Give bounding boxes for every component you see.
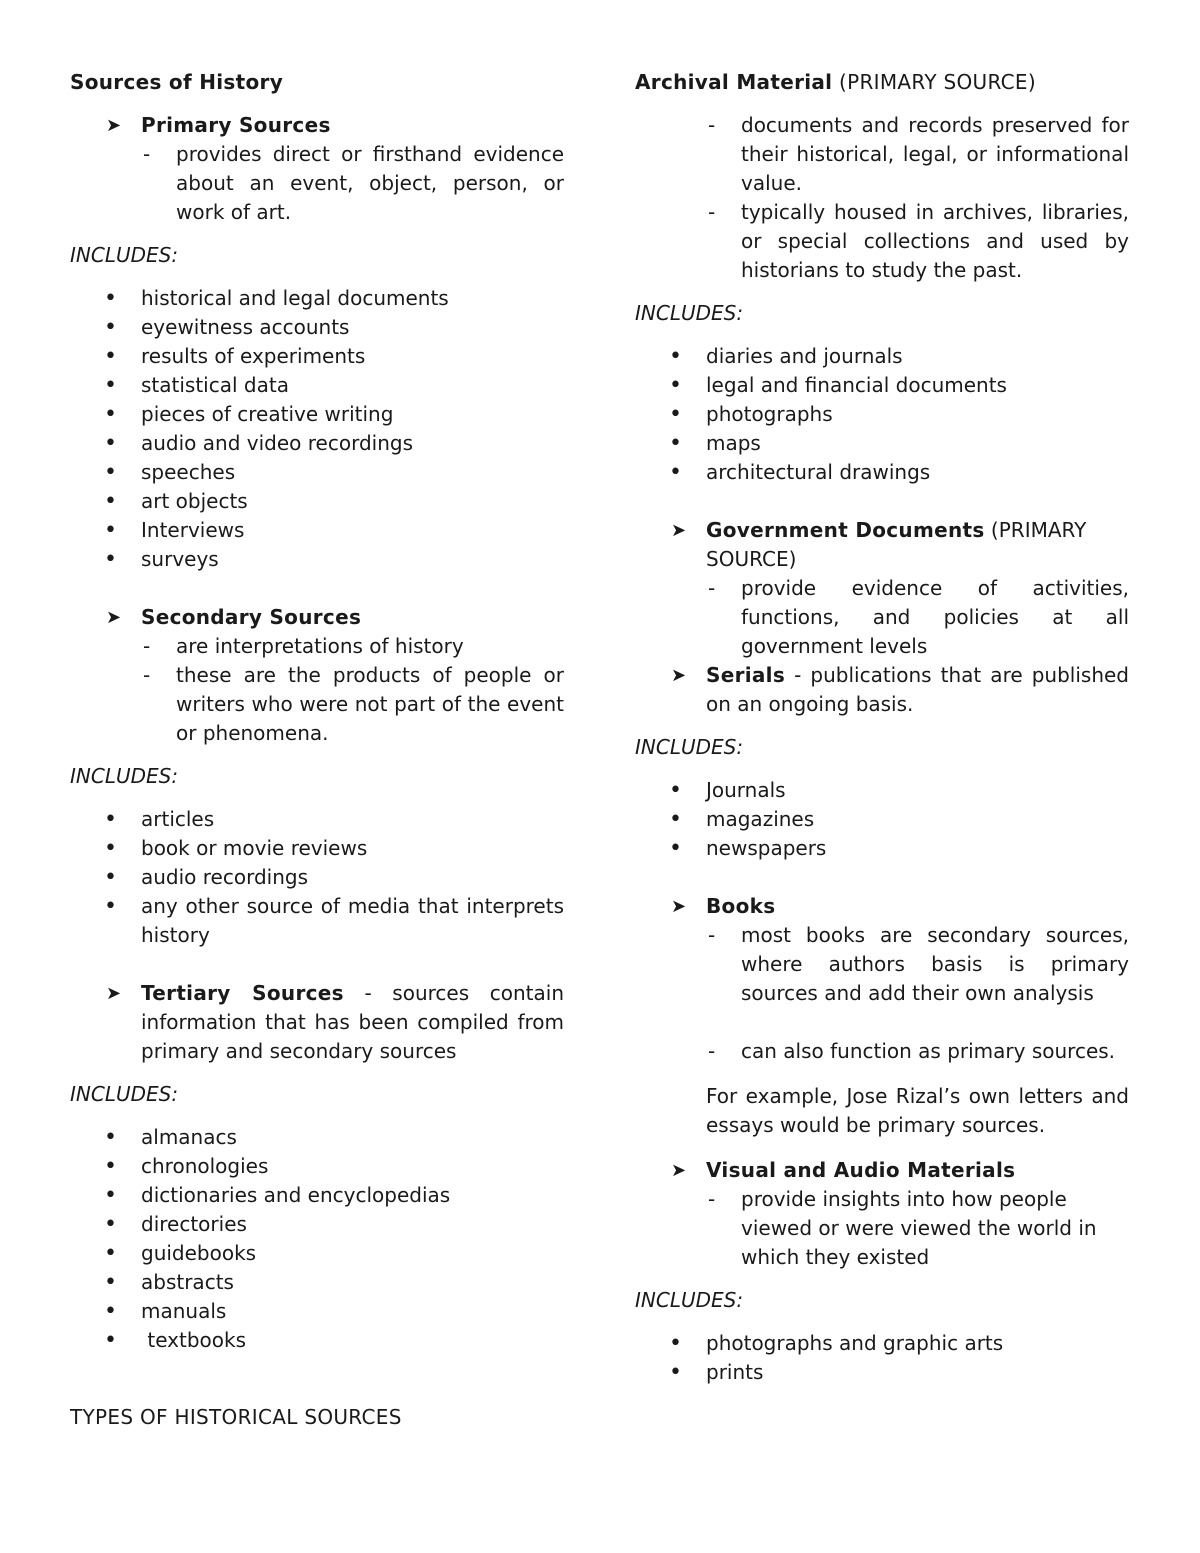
list-item: • photographs: [706, 400, 1129, 429]
dash-item: - documents and records preserved for their historical, legal, or informational value.: [706, 111, 1129, 198]
list-item: • almanacs: [141, 1123, 564, 1152]
archival-dash-list: [635, 111, 1129, 285]
includes-label: INCLUDES:: [70, 764, 179, 788]
archival-heading: Archival Material (PRIMARY SOURCE): [635, 70, 1036, 94]
dash-item: - provides direct or firsthand evidence about an event, object, person, or work of art.: [141, 140, 564, 227]
secondary-bullet-list: [70, 805, 564, 950]
list-item: • magazines: [706, 805, 1129, 834]
primary-dash-list: [70, 140, 564, 227]
list-item: • articles: [141, 805, 564, 834]
includes-label: INCLUDES:: [635, 301, 744, 325]
list-item: • photographs and graphic arts: [706, 1329, 1129, 1358]
list-item: • historical and legal documents: [141, 284, 564, 313]
list-item: • prints: [706, 1358, 1129, 1387]
list-item: • pieces of creative writing: [141, 400, 564, 429]
list-item: • audio and video recordings: [141, 429, 564, 458]
dash-item: - provide insights into how people viewed or were viewed the world in which they existed: [706, 1185, 1129, 1272]
list-item: • newspapers: [706, 834, 1129, 863]
dash-item: - are interpretations of history: [141, 632, 564, 661]
list-item: • diaries and journals: [706, 342, 1129, 371]
chevron-right-icon: ➤: [671, 520, 687, 541]
books-dash-list: [635, 921, 1129, 1008]
list-item: • statistical data: [141, 371, 564, 400]
list-item: • directories: [141, 1210, 564, 1239]
chevron-right-icon: ➤: [671, 1160, 687, 1181]
serials-description: - publications that are published on an ongoing basis.: [706, 663, 1129, 716]
includes-label: INCLUDES:: [70, 1082, 179, 1106]
list-item: • eyewitness accounts: [141, 313, 564, 342]
books-example: For example, Jose Rizal’s own letters and essays would be primary sources.: [706, 1084, 1129, 1137]
includes-label: INCLUDES:: [70, 243, 179, 267]
left-column: [70, 68, 564, 1432]
dash-item: - typically housed in archives, libraries, or special collections and used by historians to study the past.: [706, 198, 1129, 285]
secondary-sources-heading: ➤ Secondary Sources: [70, 603, 564, 632]
books-dash-list-2: [635, 1037, 1129, 1066]
page-title: Sources of History: [70, 70, 284, 94]
list-item: • Journals: [706, 776, 1129, 805]
list-item: • dictionaries and encyclopedias: [141, 1181, 564, 1210]
list-item: • legal and financial documents: [706, 371, 1129, 400]
chevron-right-icon: ➤: [106, 983, 122, 1004]
visual-dash-list: [635, 1185, 1129, 1272]
chevron-right-icon: ➤: [671, 896, 687, 917]
list-item: • textbooks: [141, 1326, 564, 1355]
includes-label: INCLUDES:: [635, 1288, 744, 1312]
list-item: • abstracts: [141, 1268, 564, 1297]
primary-sources-heading: ➤ Primary Sources: [70, 111, 564, 140]
list-item: • guidebooks: [141, 1239, 564, 1268]
visual-bullet-list: [635, 1329, 1129, 1387]
tertiary-sources-heading: ➤ Tertiary Sources - sources contain information that has been compiled from primary and secondary sources: [106, 981, 564, 1063]
list-item: • results of experiments: [141, 342, 564, 371]
list-item: • Interviews: [141, 516, 564, 545]
tertiary-description: - sources contain information that has been compiled from primary and secondary sources: [141, 981, 564, 1063]
government-dash-list: [635, 574, 1129, 661]
list-item: • audio recordings: [141, 863, 564, 892]
dash-item: - can also function as primary sources.: [706, 1037, 1129, 1066]
dash-item: - these are the products of people or writers who were not part of the event or phenomena.: [141, 661, 564, 748]
list-item: • maps: [706, 429, 1129, 458]
serials-heading: ➤ Serials - publications that are published on an ongoing basis.: [671, 663, 1129, 716]
list-item: • any other source of media that interprets history: [141, 892, 564, 950]
list-item: • book or movie reviews: [141, 834, 564, 863]
dash-item: - most books are secondary sources, where authors basis is primary sources and add their own analysis: [706, 921, 1129, 1008]
right-column: [635, 68, 1129, 1387]
government-documents-heading: ➤ Government Documents (PRIMARY SOURCE): [671, 518, 1087, 571]
books-heading: ➤ Books: [635, 892, 1129, 921]
chevron-right-icon: ➤: [106, 607, 122, 628]
list-item: • chronologies: [141, 1152, 564, 1181]
list-item: • art objects: [141, 487, 564, 516]
visual-audio-heading: ➤ Visual and Audio Materials: [635, 1156, 1129, 1185]
list-item: • architectural drawings: [706, 458, 1129, 487]
dash-item: - provide evidence of activities, functions, and policies at all government levels: [706, 574, 1129, 661]
list-item: • speeches: [141, 458, 564, 487]
section-title: TYPES OF HISTORICAL SOURCES: [70, 1405, 402, 1429]
secondary-dash-list: [70, 632, 564, 748]
list-item: • manuals: [141, 1297, 564, 1326]
archival-bullet-list: [635, 342, 1129, 487]
chevron-right-icon: ➤: [671, 665, 687, 686]
chevron-right-icon: ➤: [106, 115, 122, 136]
tertiary-bullet-list: [70, 1123, 564, 1355]
includes-label: INCLUDES:: [635, 735, 744, 759]
list-item: • surveys: [141, 545, 564, 574]
serials-bullet-list: [635, 776, 1129, 863]
primary-bullet-list: [70, 284, 564, 574]
